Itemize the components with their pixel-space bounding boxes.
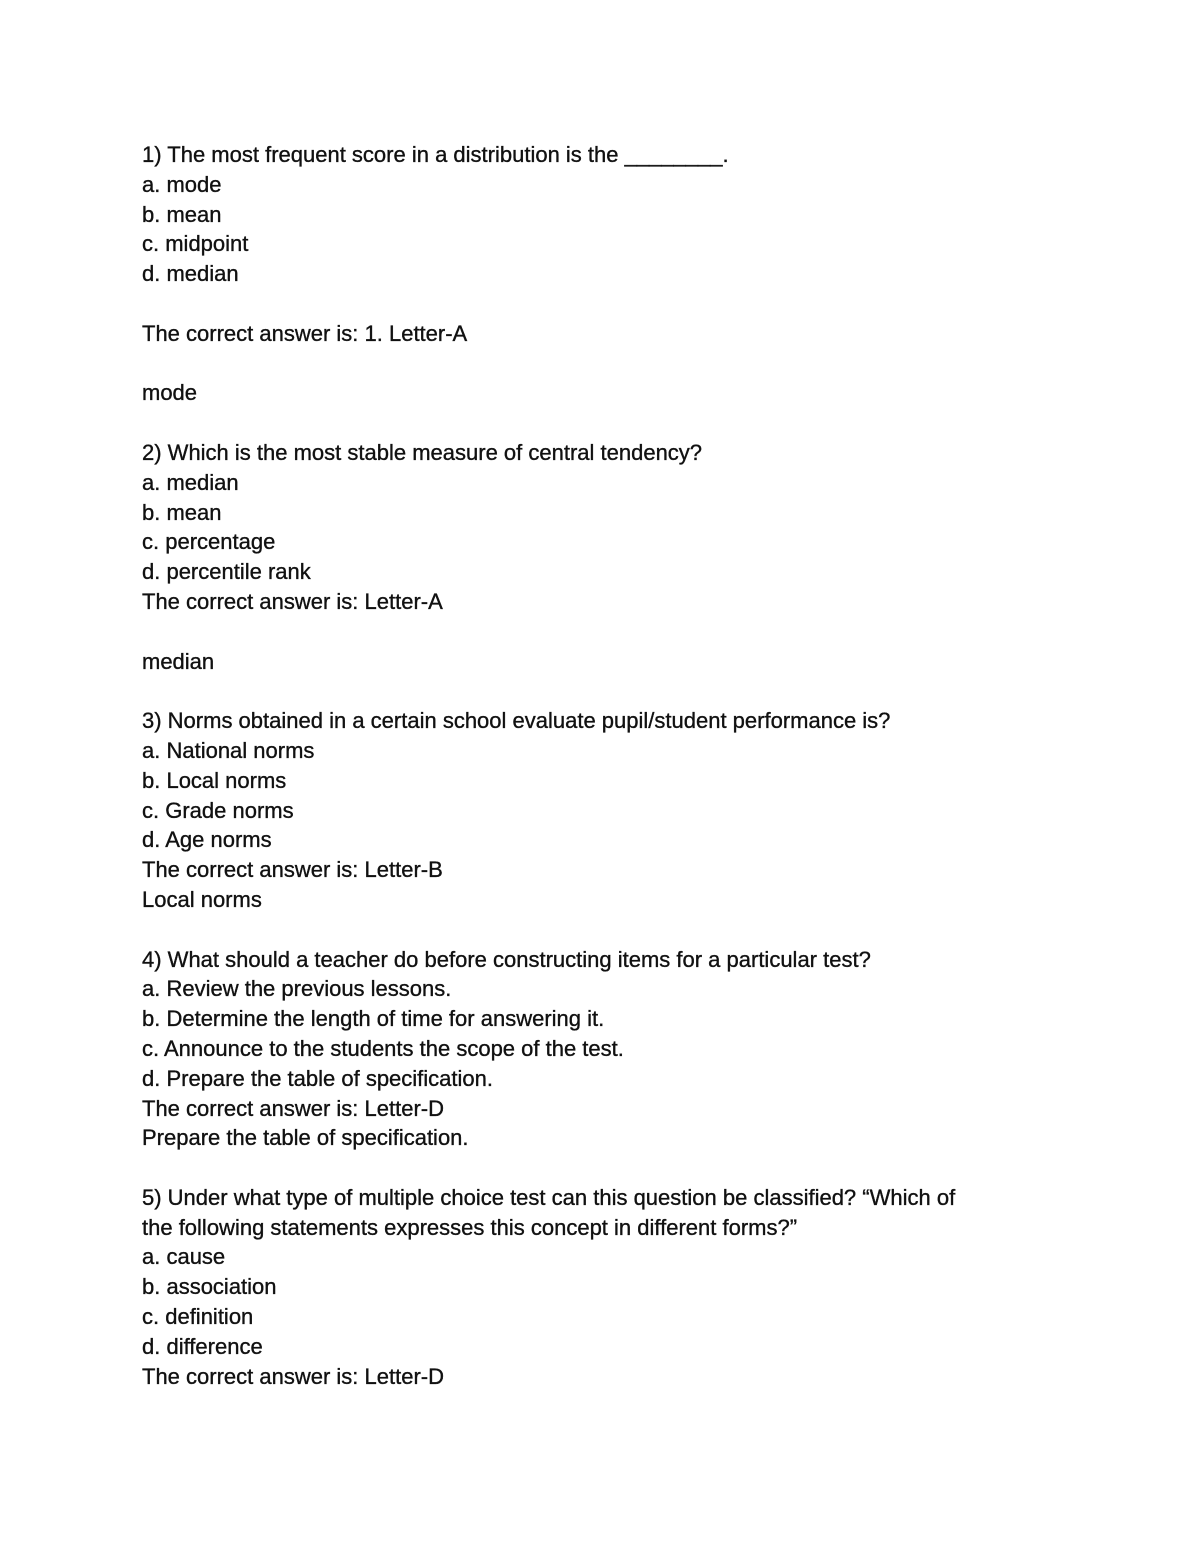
correct-answer: The correct answer is: Letter-B	[142, 857, 443, 883]
option-b: b. mean	[142, 201, 222, 227]
option-a: a. mode	[142, 171, 222, 197]
answer-explanation: median	[142, 648, 215, 674]
answer-explanation: Local norms	[142, 886, 262, 912]
option-b: b. Local norms	[142, 767, 287, 793]
correct-answer: The correct answer is: Letter-A	[142, 588, 443, 614]
option-a: a. cause	[142, 1244, 226, 1270]
quiz-content	[142, 140, 1072, 1391]
answer-explanation: mode	[142, 380, 198, 406]
option-a: a. National norms	[142, 737, 315, 763]
question-text-line-1: 5) Under what type of multiple choice test can this question be classified? “Which of	[142, 1184, 956, 1210]
question-5	[142, 1183, 1072, 1392]
option-c: c. midpoint	[142, 231, 249, 257]
blank-line	[142, 617, 1072, 647]
blank-line	[142, 915, 1072, 945]
option-d: d. percentile rank	[142, 559, 311, 585]
blank-line	[142, 408, 1072, 438]
option-b: b. Determine the length of time for answering it.	[142, 1006, 605, 1032]
option-d: d. Prepare the table of specification.	[142, 1065, 493, 1091]
question-3	[142, 706, 1072, 944]
blank-line	[142, 1153, 1072, 1183]
correct-answer: The correct answer is: 1. Letter-A	[142, 320, 468, 346]
blank-line	[142, 349, 1072, 379]
question-2	[142, 438, 1072, 706]
blank-line	[142, 676, 1072, 706]
option-a: a. median	[142, 469, 239, 495]
question-text: 3) Norms obtained in a certain school evaluate pupil/student performance is?	[142, 708, 891, 734]
question-4	[142, 945, 1072, 1183]
option-d: d. median	[142, 261, 239, 287]
option-d: d. difference	[142, 1333, 263, 1359]
option-b: b. mean	[142, 499, 222, 525]
correct-answer: The correct answer is: Letter-D	[142, 1363, 444, 1389]
option-c: c. Announce to the students the scope of the test.	[142, 1035, 624, 1061]
question-text: 1) The most frequent score in a distribution is the ________.	[142, 142, 729, 167]
question-text: 4) What should a teacher do before constructing items for a particular test?	[142, 946, 871, 972]
blank-line	[142, 289, 1072, 319]
option-c: c. percentage	[142, 529, 276, 555]
option-a: a. Review the previous lessons.	[142, 976, 452, 1002]
option-c: c. Grade norms	[142, 797, 294, 823]
answer-explanation: Prepare the table of specification.	[142, 1125, 469, 1151]
option-d: d. Age norms	[142, 827, 272, 853]
question-text-line-2: the following statements expresses this concept in different forms?”	[142, 1214, 798, 1240]
correct-answer: The correct answer is: Letter-D	[142, 1095, 444, 1121]
option-c: c. definition	[142, 1304, 254, 1330]
option-b: b. association	[142, 1274, 277, 1300]
question-text: 2) Which is the most stable measure of central tendency?	[142, 439, 703, 465]
question-1	[142, 140, 1072, 438]
